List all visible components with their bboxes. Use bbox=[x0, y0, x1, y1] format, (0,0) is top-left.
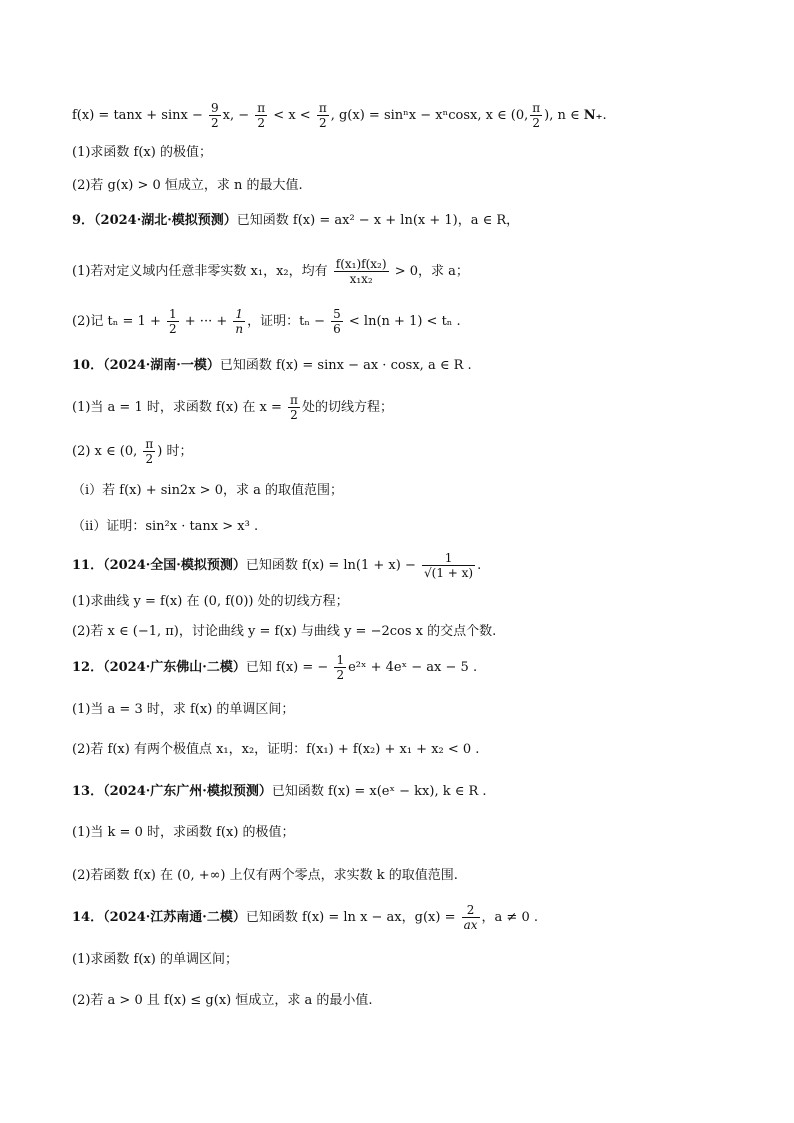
question-number: 11． bbox=[72, 558, 104, 573]
q10-part-2-i: （ⅰ）若 f(x) + sin2x > 0，求 a 的取值范围； bbox=[72, 483, 343, 498]
q11-part-1: (1)求曲线 y = f(x) 在 (0, f(0)) 处的切线方程； bbox=[72, 594, 349, 609]
fraction: $\frac{\pi}{2}$ bbox=[145, 437, 154, 466]
question-source: （2024·湖北·模拟预测） bbox=[94, 213, 237, 228]
question-number: 12． bbox=[72, 660, 104, 675]
fraction: $\frac{1}{√(1 + x)}$ bbox=[424, 551, 474, 580]
q8-part-2: (2)若 g(x) > 0 恒成立，求 n 的最大值. bbox=[72, 178, 303, 193]
q10-stem: 10．（2024·湖南·一模）已知函数 f(x) = sinx − ax · cosx, a ∈ R . bbox=[72, 358, 472, 373]
question-source: （2024·全国·模拟预测） bbox=[103, 558, 246, 573]
question-number: 14． bbox=[72, 910, 104, 925]
q11-stem: 11．（2024·全国·模拟预测）已知函数 f(x) = ln(1 + x) − $\frac{1}{√(1 + x)}$ . bbox=[72, 551, 482, 580]
fraction: $\frac{\pi}{2}$ bbox=[318, 101, 327, 130]
q13-part-1: (1)当 k = 0 时，求函数 f(x) 的极值； bbox=[72, 825, 295, 840]
fraction: $\frac{1}{n}$ bbox=[235, 307, 244, 336]
q9-stem: 9．（2024·湖北·模拟预测）已知函数 f(x) = ax² − x + ln(x + 1)，a ∈ R， bbox=[72, 213, 520, 228]
fraction: $\frac{9}{2}$ bbox=[210, 101, 219, 130]
fraction: $\frac{\text{f(x₁)f(x₂)}}{\text{x₁x₂}}$ bbox=[335, 257, 387, 286]
q13-part-2: (2)若函数 f(x) 在 (0, +∞) 上仅有两个零点，求实数 k 的取值范围. bbox=[72, 868, 458, 883]
fraction: $\frac{\pi}{2}$ bbox=[290, 393, 298, 422]
q8-part-1: (1)求函数 f(x) 的极值； bbox=[72, 145, 212, 160]
question-number: 13． bbox=[72, 784, 104, 799]
q10-part-1: (1)当 a = 1 时，求函数 f(x) 在 x = $\frac{\pi}{2}$ 处的切线方程； bbox=[72, 393, 393, 422]
q10-part-2: (2) x ∈ (0, $\frac{\pi}{2}$ ) 时； bbox=[72, 437, 193, 466]
q12-stem: 12．（2024·广东佛山·二模）已知 f(x) = − $\frac{1}{2}$ e²ˣ + 4eˣ − ax − 5 . bbox=[72, 653, 478, 682]
fraction: $\frac{1}{2}$ bbox=[169, 307, 177, 336]
q11-part-2: (2)若 x ∈ (−1, π)，讨论曲线 y = f(x) 与曲线 y = −2cos x 的交点个数. bbox=[72, 624, 497, 639]
q8-definition: f(x) = tanx + sinx − $\frac{9}{2}$ x, − $\frac{\pi}{2}$ < x < $\frac{\pi}{2}$ , g(x) = sinⁿx − xⁿcosx, x ∈ (0, $\frac{\pi}{2}$ ), n ∈ N₊. bbox=[72, 101, 607, 130]
fraction: $\frac{2}{ax}$ bbox=[463, 903, 478, 932]
fraction: $\frac{1}{2}$ bbox=[336, 653, 345, 682]
question-number: 10． bbox=[72, 358, 104, 373]
q14-stem: 14．（2024·江苏南通·二模）已知函数 f(x) = ln x − ax，g(x) = $\frac{2}{ax}$ ，a ≠ 0 . bbox=[72, 903, 538, 932]
question-source: （2024·江苏南通·二模） bbox=[103, 910, 246, 925]
question-number: 9． bbox=[72, 213, 95, 228]
question-source: （2024·广东广州·模拟预测） bbox=[103, 784, 272, 799]
q9-part-1: (1)若对定义域内任意非零实数 x₁，x₂，均有 $\frac{\text{f(x₁)f(x₂)}}{\text{x₁x₂}}$ > 0，求 a； bbox=[72, 257, 469, 286]
question-source: （2024·广东佛山·二模） bbox=[103, 660, 246, 675]
q10-part-2-ii: （ⅱ）证明：sin²x · tanx > x³ . bbox=[72, 519, 259, 534]
q13-stem: 13．（2024·广东广州·模拟预测）已知函数 f(x) = x(eˣ − kx), k ∈ R . bbox=[72, 784, 487, 799]
q14-part-2: (2)若 a > 0 且 f(x) ≤ g(x) 恒成立，求 a 的最小值. bbox=[72, 993, 373, 1008]
q12-part-2: (2)若 f(x) 有两个极值点 x₁，x₂，证明：f(x₁) + f(x₂) + x₁ + x₂ < 0 . bbox=[72, 742, 480, 757]
q9-part-2: (2)记 tₙ = 1 + $\frac{1}{2}$ + ··· + $\frac{1}{n}$ ，证明：tₙ − $\frac{5}{6}$ < ln(n + 1) < tₙ . bbox=[72, 307, 461, 336]
fraction: $\frac{\pi}{2}$ bbox=[257, 101, 266, 130]
fraction: $\frac{5}{6}$ bbox=[333, 307, 341, 336]
q14-part-1: (1)求函数 f(x) 的单调区间； bbox=[72, 952, 238, 967]
fraction: $\frac{\pi}{2}$ bbox=[532, 101, 541, 130]
q12-part-1: (1)当 a = 3 时，求 f(x) 的单调区间； bbox=[72, 702, 295, 717]
question-source: （2024·湖南·一模） bbox=[103, 358, 220, 373]
